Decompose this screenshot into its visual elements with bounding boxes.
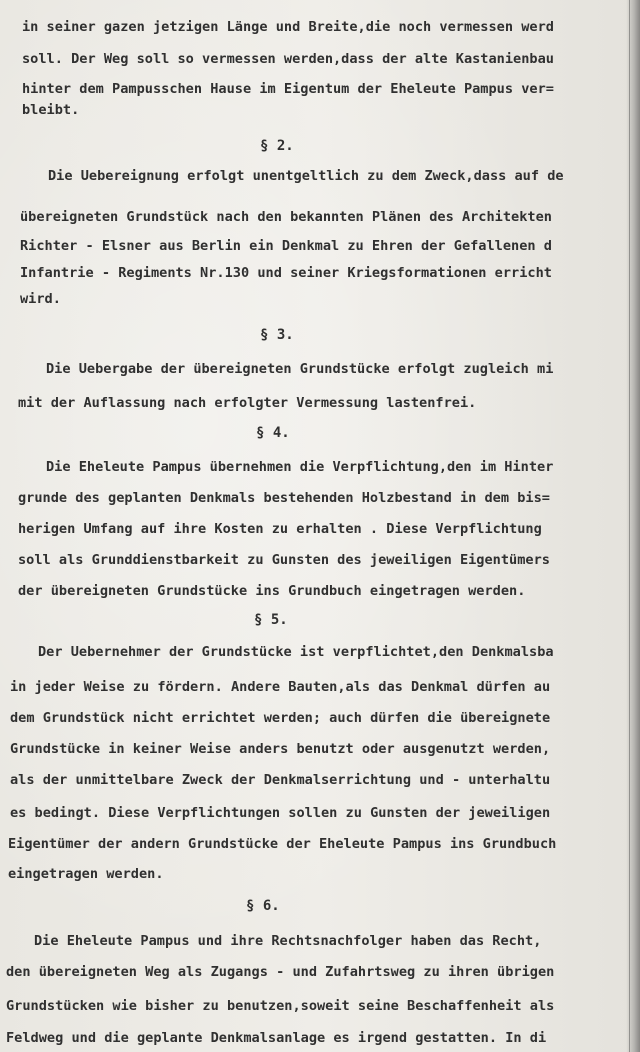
text-line: Der Uebernehmer der Grundstücke ist verpflichtet,den Denkmalsba bbox=[38, 644, 554, 660]
section-heading: § 2. bbox=[260, 138, 294, 154]
text-line: Die Eheleute Pampus übernehmen die Verpflichtung,den im Hinter bbox=[46, 459, 554, 475]
text-line: den übereigneten Weg als Zugangs - und Zufahrtsweg zu ihren übrigen bbox=[6, 964, 555, 980]
text-line: der übereigneten Grundstücke ins Grundbuch eingetragen werden. bbox=[18, 583, 526, 599]
text-line: mit der Auflassung nach erfolgter Vermessung lastenfrei. bbox=[18, 395, 477, 411]
text-line: Die Uebereignung erfolgt unentgeltlich zu dem Zweck,dass auf de bbox=[48, 168, 564, 184]
text-line: Eigentümer der andern Grundstücke der Eheleute Pampus ins Grundbuch bbox=[8, 836, 557, 852]
text-line: Die Eheleute Pampus und ihre Rechtsnachfolger haben das Recht, bbox=[34, 933, 542, 949]
text-line: wird. bbox=[20, 291, 61, 307]
text-line: eingetragen werden. bbox=[8, 866, 164, 882]
text-line: soll. Der Weg soll so vermessen werden,dass der alte Kastanienbau bbox=[22, 51, 554, 67]
section-heading: § 5. bbox=[254, 612, 288, 628]
section-heading: § 4. bbox=[256, 425, 290, 441]
text-line: soll als Grunddienstbarkeit zu Gunsten des jeweiligen Eigentümers bbox=[18, 552, 550, 568]
text-line: Infantrie - Regiments Nr.130 und seiner Kriegsformationen erricht bbox=[20, 265, 552, 281]
text-line: als der unmittelbare Zweck der Denkmalserrichtung und - unterhaltu bbox=[10, 772, 551, 788]
page-edge-line bbox=[629, 0, 630, 1052]
text-line: bleibt. bbox=[22, 102, 80, 118]
text-line: es bedingt. Diese Verpflichtungen sollen zu Gunsten der jeweiligen bbox=[10, 805, 551, 821]
text-line: übereigneten Grundstück nach den bekannten Plänen des Architekten bbox=[20, 209, 552, 225]
section-heading: § 3. bbox=[260, 327, 294, 343]
text-line: grunde des geplanten Denkmals bestehenden Holzbestand in dem bis= bbox=[18, 490, 550, 506]
text-line: hinter dem Pampusschen Hause im Eigentum der Eheleute Pampus ver= bbox=[22, 81, 554, 97]
text-line: Grundstücke in keiner Weise anders benutzt oder ausgenutzt werden, bbox=[10, 741, 551, 757]
section-heading: § 6. bbox=[246, 898, 280, 914]
text-line: Grundstücken wie bisher zu benutzen,soweit seine Beschaffenheit als bbox=[6, 998, 555, 1014]
text-line: Die Uebergabe der übereigneten Grundstücke erfolgt zugleich mi bbox=[46, 361, 554, 377]
text-line: herigen Umfang auf ihre Kosten zu erhalten . Diese Verpflichtung bbox=[18, 521, 542, 537]
text-line: Richter - Elsner aus Berlin ein Denkmal zu Ehren der Gefallenen d bbox=[20, 238, 552, 254]
text-line: in seiner gazen jetzigen Länge und Breite,die noch vermessen werd bbox=[22, 19, 554, 35]
text-line: Feldweg und die geplante Denkmalsanlage es irgend gestatten. In di bbox=[6, 1030, 547, 1046]
text-line: dem Grundstück nicht errichtet werden; auch dürfen die übereignete bbox=[10, 710, 551, 726]
text-line: in jeder Weise zu fördern. Andere Bauten,als das Denkmal dürfen au bbox=[10, 679, 551, 695]
